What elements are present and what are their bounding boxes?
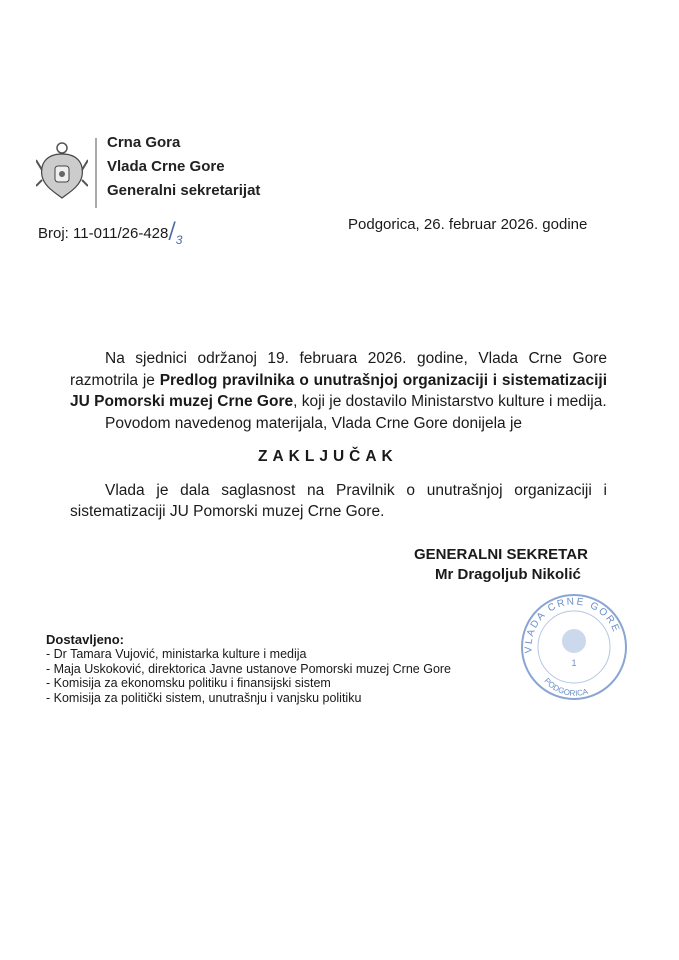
header-department: Generalni sekretarijat bbox=[107, 182, 261, 199]
p1-text-a: Na sjednici održanoj 19. februara 2026. godine, Vlada Crne Gore razmotrila je bbox=[70, 350, 607, 389]
paragraph-1 bbox=[70, 348, 607, 413]
distribution-item: - Komisija za ekonomsku politiku i finansijski sistem bbox=[46, 676, 331, 691]
header-divider bbox=[95, 138, 97, 208]
distribution-item: - Komisija za politički sistem, unutrašnju i vanjsku politiku bbox=[46, 690, 362, 705]
paragraph-3: Vlada je dala saglasnost na Pravilnik o unutrašnjoj organizaciji i sistematizaciji JU Pomorski muzej Crne Gore. bbox=[70, 481, 607, 520]
document-body-flow bbox=[46, 348, 622, 705]
place-date: Podgorica, 26. februar 2026. godine bbox=[348, 216, 588, 233]
reference-number: Broj: $11-011/26-428/_3$ bbox=[38, 219, 183, 247]
svg-text:PODGORICA bbox=[542, 676, 589, 698]
coat-of-arms-icon bbox=[36, 140, 88, 202]
stamp-number: 1 bbox=[571, 657, 577, 668]
paragraph-2: Povodom navedenog materijala, Vlada Crne Gore donijela je bbox=[105, 414, 523, 432]
official-stamp bbox=[518, 591, 630, 703]
document-body bbox=[46, 348, 607, 523]
p1-bold: Predlog pravilnika o unutrašnjoj organizaciji i sistematizaciji JU Pomorski muzej Crne Gore bbox=[70, 371, 608, 410]
header-government: Vlada Crne Gore bbox=[107, 158, 225, 175]
signature-block bbox=[414, 545, 588, 585]
distribution-item: - Dr Tamara Vujović, ministarka kulture i medija bbox=[46, 647, 307, 662]
stamp-top-text: VLADA CRNE GORE bbox=[523, 595, 622, 653]
reference-number-text: Broj: 11-011/26-428 bbox=[38, 225, 169, 242]
header-country: Crna Gora bbox=[107, 134, 181, 151]
distribution-item: - Maja Uskoković, direktorica Javne ustanove Pomorski muzej Crne Gore bbox=[46, 661, 452, 676]
p1-text-b: , koji je dostavilo Ministarstvo kulture i medija. bbox=[293, 393, 607, 410]
distribution-label: Dostavljeno: bbox=[46, 631, 125, 647]
signature-name: Mr Dragoljub Nikolić bbox=[435, 565, 581, 583]
handwritten-suffix: 3 bbox=[175, 233, 183, 247]
stamp-bottom-text: PODGORICA bbox=[542, 675, 589, 698]
signature-role: GENERALNI SEKRETAR bbox=[414, 545, 588, 563]
decision-title: ZAKLJUČAK bbox=[258, 448, 398, 465]
